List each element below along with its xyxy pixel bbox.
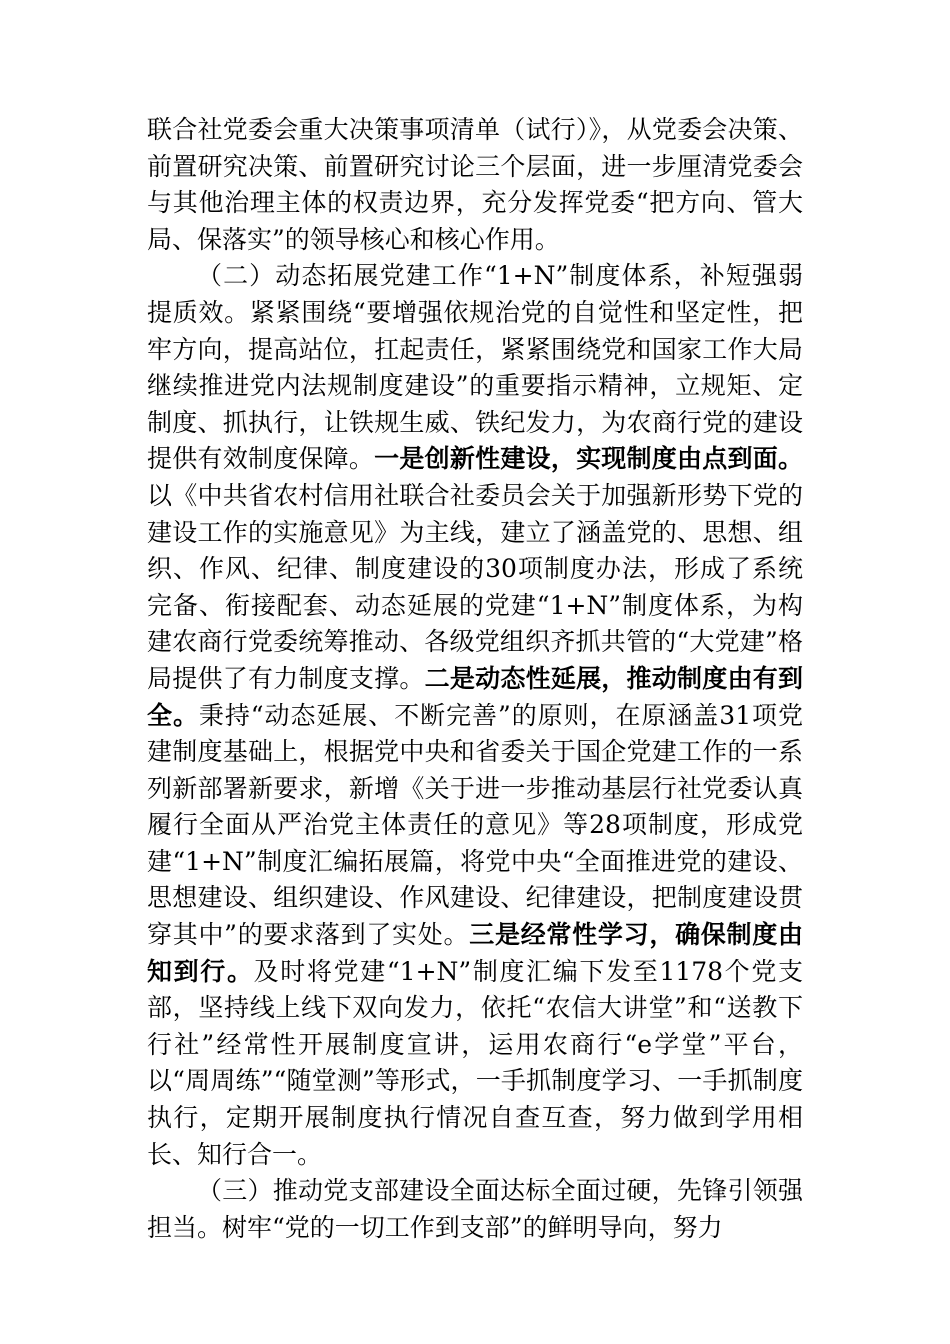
- point-two-text: 秉持“动态延展、不断完善”的原则，在原涵盖31项党建制度基础上，根据党中央和省委关于国企党建工作的一系列新部署新要求，新增《关于进一步推动基层行社党委认真履行全面从严治党主体责任的意见》等28项制度，形成党建“1+N”制度汇编拓展篇，将党中央“全面推进党的建设、思想建设、组织建设、作风建设、纪律建设，把制度建设贯穿其中”的要求落到了实处。: [147, 700, 803, 950]
- paragraph-1: [147, 112, 803, 258]
- point-two-heading: 二是动态性延展，推动制度由有到全。: [147, 663, 803, 730]
- point-three-text: 及时将党建“1+N”制度汇编下发至1178个党支部，坚持线上线下双向发力，依托“农信大讲堂”和“送教下行社”经常性开展制度宣讲，运用农商行“e学堂”平台，以“周周练”“随堂测”等形式，一手抓制度学习、一手抓制度执行，定期开展制度执行情况自查互查，努力做到学用相长、知行合一。: [147, 956, 803, 1169]
- paragraph-1-text: 联合社党委会重大决策事项清单（试行）》，从党委会决策、前置研究决策、前置研究讨论三个层面，进一步厘清党委会与其他治理主体的权责边界，充分发挥党委“把方向、管大局、保落实”的领导核心和核心作用。: [147, 115, 803, 254]
- point-three-heading: 三是经常性学习，确保制度由知到行。: [147, 920, 803, 986]
- point-one-text: 以《中共省农村信用社联合社委员会关于加强新形势下党的建设工作的实施意见》为主线，建立了涵盖党的、思想、组织、作风、纪律、制度建设的30项制度办法，形成了系统完备、衔接配套、动态延展的党建“1+N”制度体系，为构建农商行党委统筹推动、各级党组织齐抓共管的“大党建”格局提供了有力制度支撑。: [147, 480, 803, 693]
- point-one-heading: 一是创新性建设，实现制度由点到面。: [374, 444, 803, 474]
- paragraph-2: [147, 258, 803, 1173]
- section-three-intro-text: （三）推动党支部建设全面达标全面过硬，先锋引领强担当。树牢“党的一切工作到支部”的鲜明导向，努力: [147, 1176, 803, 1242]
- section-two-intro-text: （二）动态拓展党建工作“1+N”制度体系，补短强弱提质效。紧紧围绕“要增强依规治党的自觉性和坚定性，把牢方向，提高站位，扛起责任，紧紧围绕党和国家工作大局继续推进党内法规制度建设”的重要指示精神，立规矩、定制度、抓执行，让铁规生威、铁纪发力，为农商行党的建设提供有效制度保障。: [147, 261, 803, 474]
- document-body: [147, 112, 803, 1246]
- paragraph-3: [147, 1173, 803, 1246]
